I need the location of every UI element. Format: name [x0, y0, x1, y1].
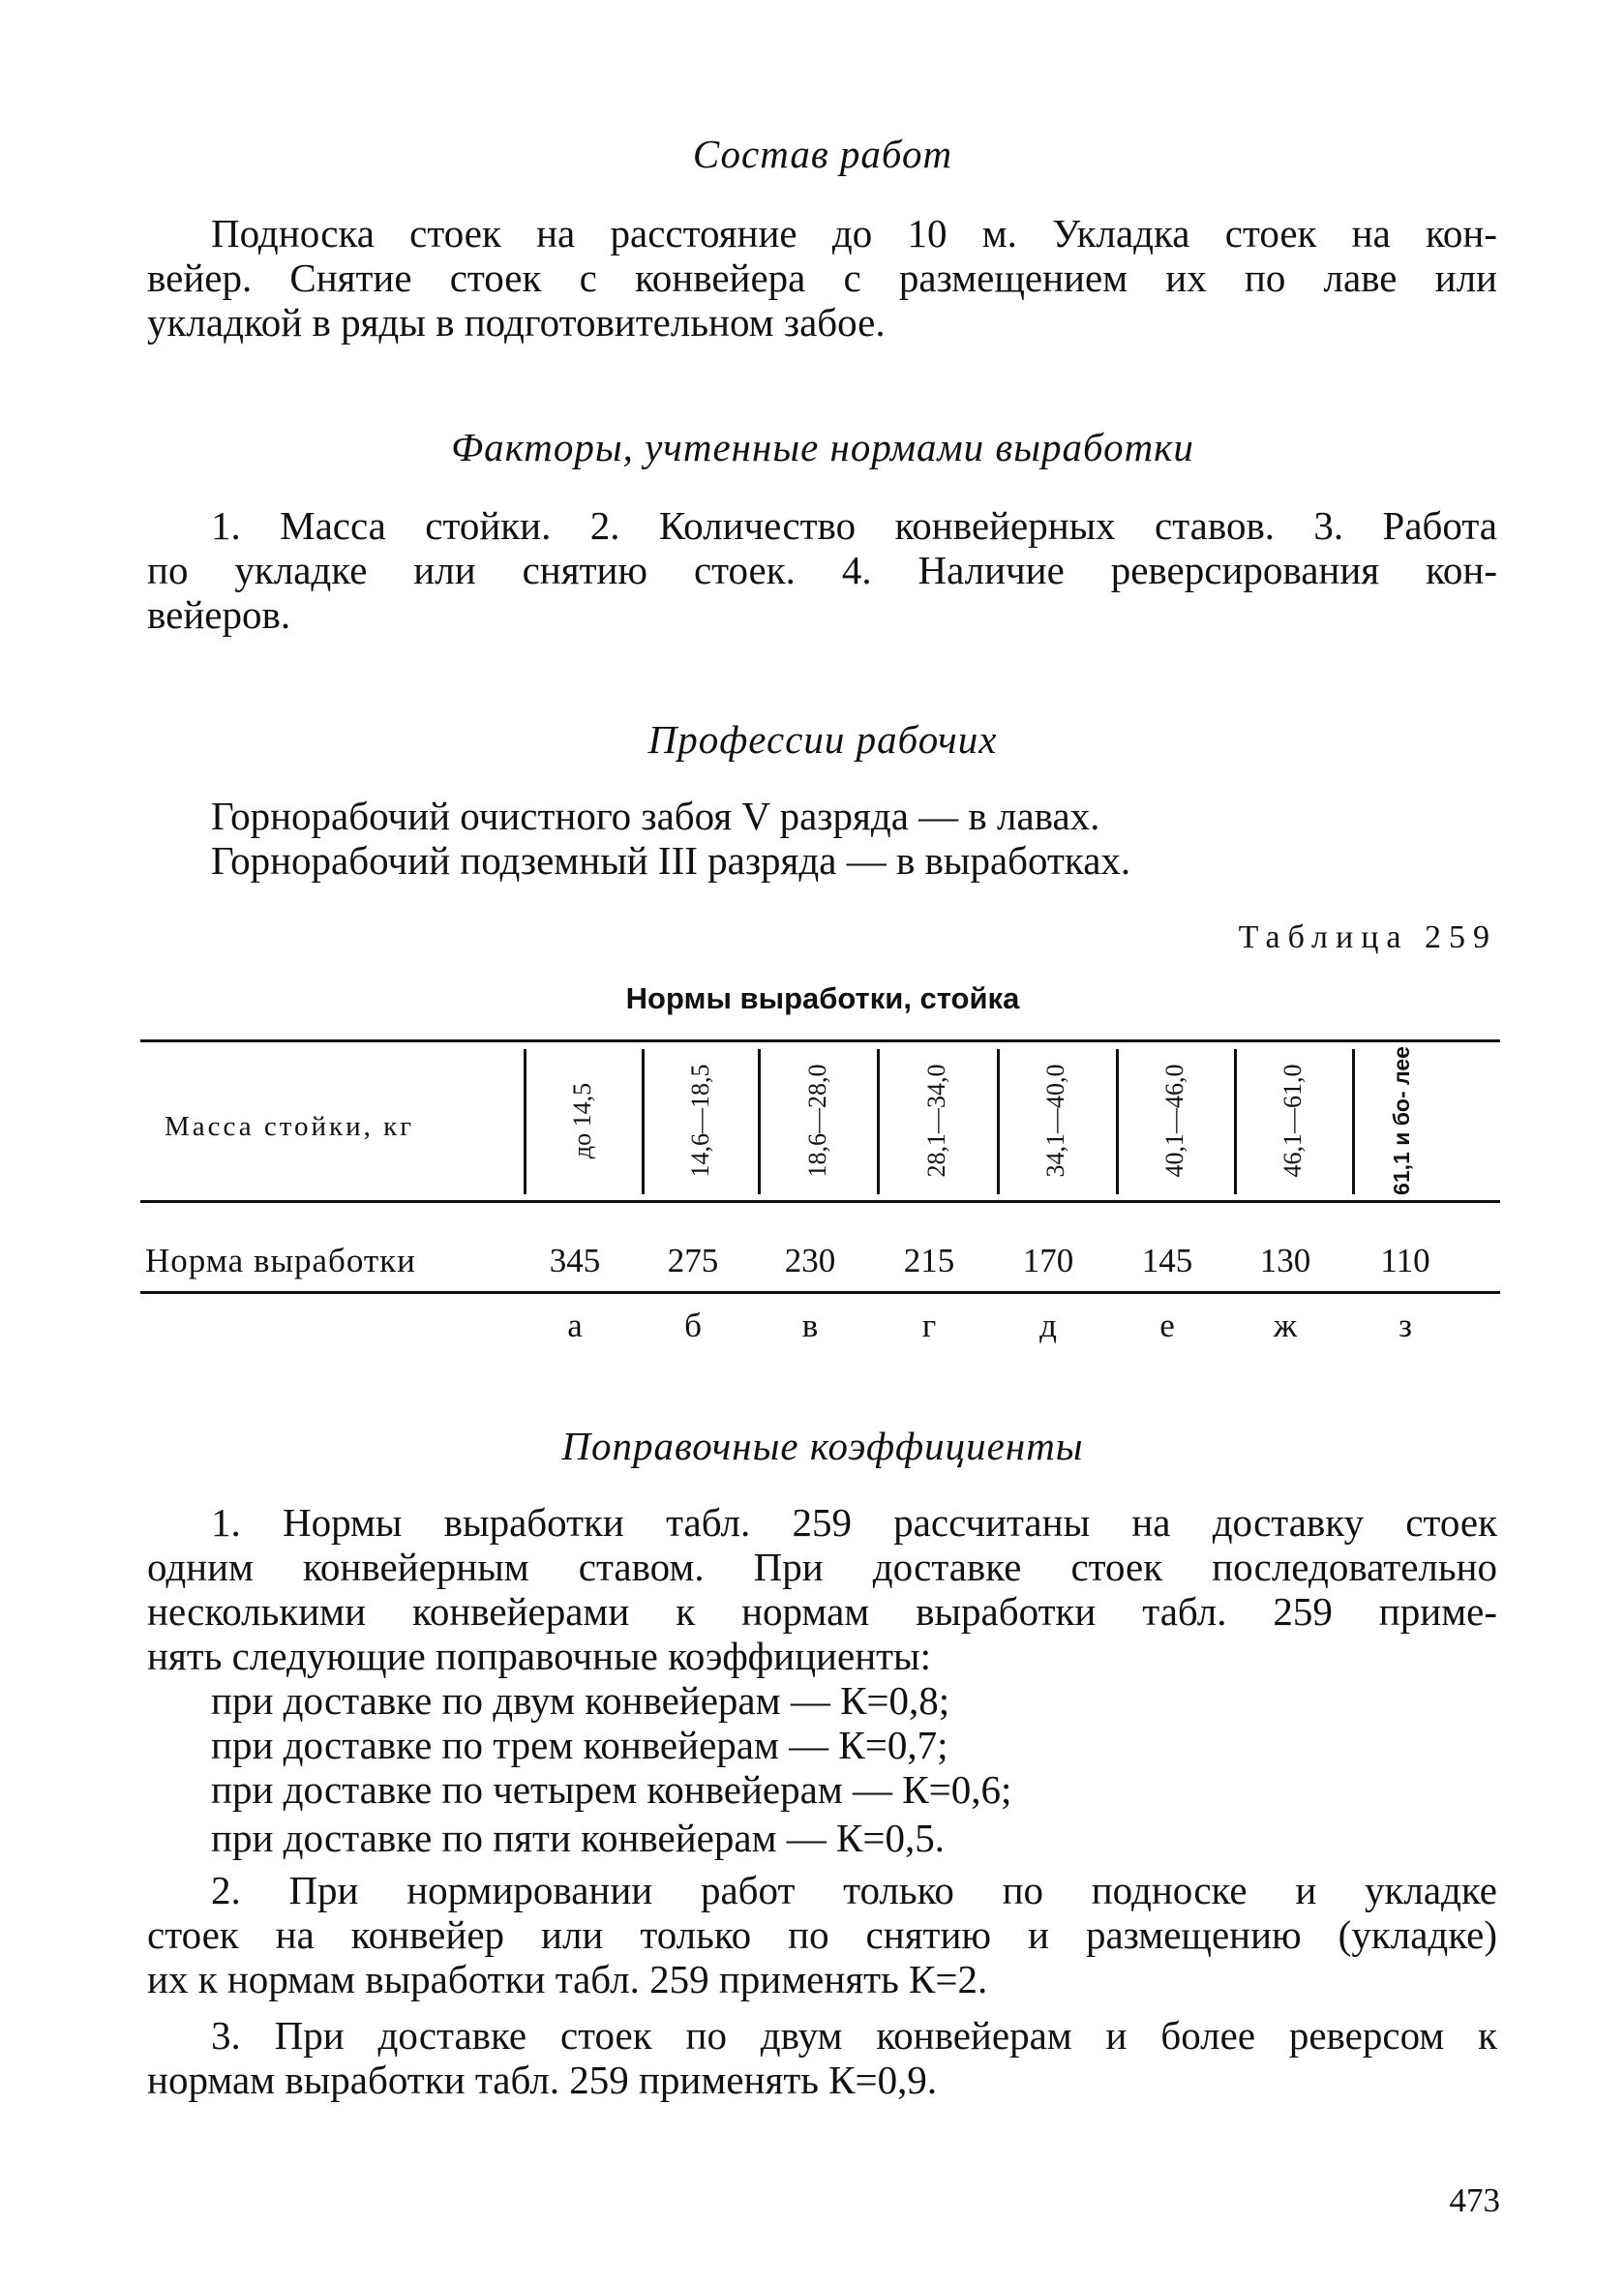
- mass-header-cell: 18,6—28,0: [803, 1064, 831, 1178]
- heading-coefficients: Поправочные коэффициенты: [561, 1424, 1084, 1468]
- norm-value: 230: [784, 1242, 836, 1279]
- table-row-label: Норма выработки: [145, 1242, 416, 1279]
- mass-header-cell: 28,1—34,0: [922, 1064, 950, 1178]
- paragraph-factors: [147, 503, 1497, 637]
- heading-factors: Факторы, учтенные нормами выработки: [451, 425, 1194, 469]
- text-line: несколькими конвейерами к нормам выработки табл. 259 приме-: [147, 1589, 1497, 1634]
- page-number: 473: [1449, 2181, 1500, 2219]
- text-line: Горнорабочий подземный III разряда — в выработках.: [211, 838, 1131, 883]
- mass-header-cell: 14,6—18,5: [686, 1064, 714, 1178]
- column-letter: г: [921, 1307, 937, 1344]
- paragraph-coefficients-3: [147, 2013, 1497, 2102]
- paragraph-coefficients-2: [147, 1868, 1497, 2001]
- column-divider: [642, 1049, 645, 1194]
- norm-value: 170: [1022, 1242, 1074, 1279]
- text-line: их к нормам выработки табл. 259 применять К=2.: [147, 1957, 988, 2001]
- text-line: 1. Нормы выработки табл. 259 рассчитаны на доставку стоек: [211, 1500, 1497, 1545]
- coefficient-item: при доставке по трем конвейерам — К=0,7;: [211, 1723, 948, 1767]
- text-line: вейеров.: [147, 592, 291, 637]
- column-letter: ж: [1273, 1307, 1298, 1344]
- column-divider: [1352, 1049, 1355, 1194]
- table-header-rule: [140, 1200, 1500, 1203]
- column-divider: [524, 1049, 526, 1194]
- norm-value: 275: [667, 1242, 719, 1279]
- column-divider: [758, 1049, 761, 1194]
- text-line: 3. При доставке стоек по двум конвейерам и более реверсом к: [211, 2013, 1497, 2058]
- column-letter: а: [567, 1307, 583, 1344]
- heading-composition: Состав работ: [692, 132, 953, 176]
- table-top-rule: [140, 1039, 1500, 1042]
- paragraph-professions: [147, 794, 1497, 883]
- text-line: нормам выработки табл. 259 применять К=0,9.: [147, 2058, 938, 2102]
- coefficient-item: при доставке по пяти конвейерам — К=0,5.: [211, 1816, 945, 1860]
- column-letter: з: [1398, 1307, 1412, 1344]
- table-label: Таблица 259: [1238, 919, 1497, 955]
- paragraph-coefficients-1: [147, 1500, 1497, 1860]
- norm-value: 130: [1259, 1242, 1311, 1279]
- text-line: стоек на конвейер или только по снятию и размещению (укладке): [147, 1912, 1497, 1957]
- text-line: Подноска стоек на расстояние до 10 м. Укладка стоек на кон-: [211, 211, 1497, 256]
- text-line: нять следующие поправочные коэффициенты:: [147, 1634, 931, 1678]
- text-line: 2. При нормировании работ только по подноске и укладке: [211, 1868, 1497, 1912]
- norm-value: 345: [549, 1242, 601, 1279]
- text-line: 1. Масса стойки. 2. Количество конвейерных ставов. 3. Работа: [211, 503, 1497, 548]
- mass-header-cell: 61,1 и бо- лее: [1389, 1046, 1414, 1195]
- norm-value: 215: [903, 1242, 955, 1279]
- heading-professions: Профессии рабочих: [647, 717, 998, 762]
- text-line: Горнорабочий очистного забоя V разряда — в лавах.: [211, 794, 1100, 838]
- text-line: укладкой в ряды в подготовительном забое.: [147, 300, 886, 345]
- text-line: одним конвейерным ставом. При доставке стоек последовательно: [147, 1545, 1497, 1589]
- mass-header-cell: до 14,5: [568, 1082, 596, 1159]
- norm-value: 145: [1141, 1242, 1193, 1279]
- mass-header-cell: 40,1—46,0: [1160, 1064, 1188, 1178]
- column-divider: [997, 1049, 1000, 1194]
- column-letter: д: [1039, 1307, 1057, 1344]
- text-line: вейер. Снятие стоек с конвейера с размещением их по лаве или: [147, 256, 1497, 300]
- table-header-mass: Масса стойки, кг: [165, 1111, 415, 1142]
- paragraph-composition: [147, 211, 1497, 345]
- column-divider: [1234, 1049, 1237, 1194]
- column-letter: б: [684, 1307, 702, 1344]
- column-divider: [877, 1049, 880, 1194]
- coefficient-item: при доставке по четырем конвейерам — К=0,6;: [211, 1767, 1012, 1812]
- mass-header-cell: 34,1—40,0: [1041, 1064, 1069, 1178]
- column-letter: е: [1159, 1307, 1175, 1344]
- text-line: по укладке или снятию стоек. 4. Наличие реверсирования кон-: [147, 548, 1497, 592]
- column-divider: [1116, 1049, 1119, 1194]
- coefficient-item: при доставке по двум конвейерам — К=0,8;: [211, 1678, 950, 1723]
- column-letter: в: [801, 1307, 819, 1344]
- table-title: Нормы выработки, стойка: [625, 981, 1020, 1015]
- mass-header-cell: 46,1—61,0: [1278, 1064, 1307, 1178]
- table-bottom-rule: [140, 1291, 1500, 1294]
- norm-value: 110: [1380, 1242, 1430, 1279]
